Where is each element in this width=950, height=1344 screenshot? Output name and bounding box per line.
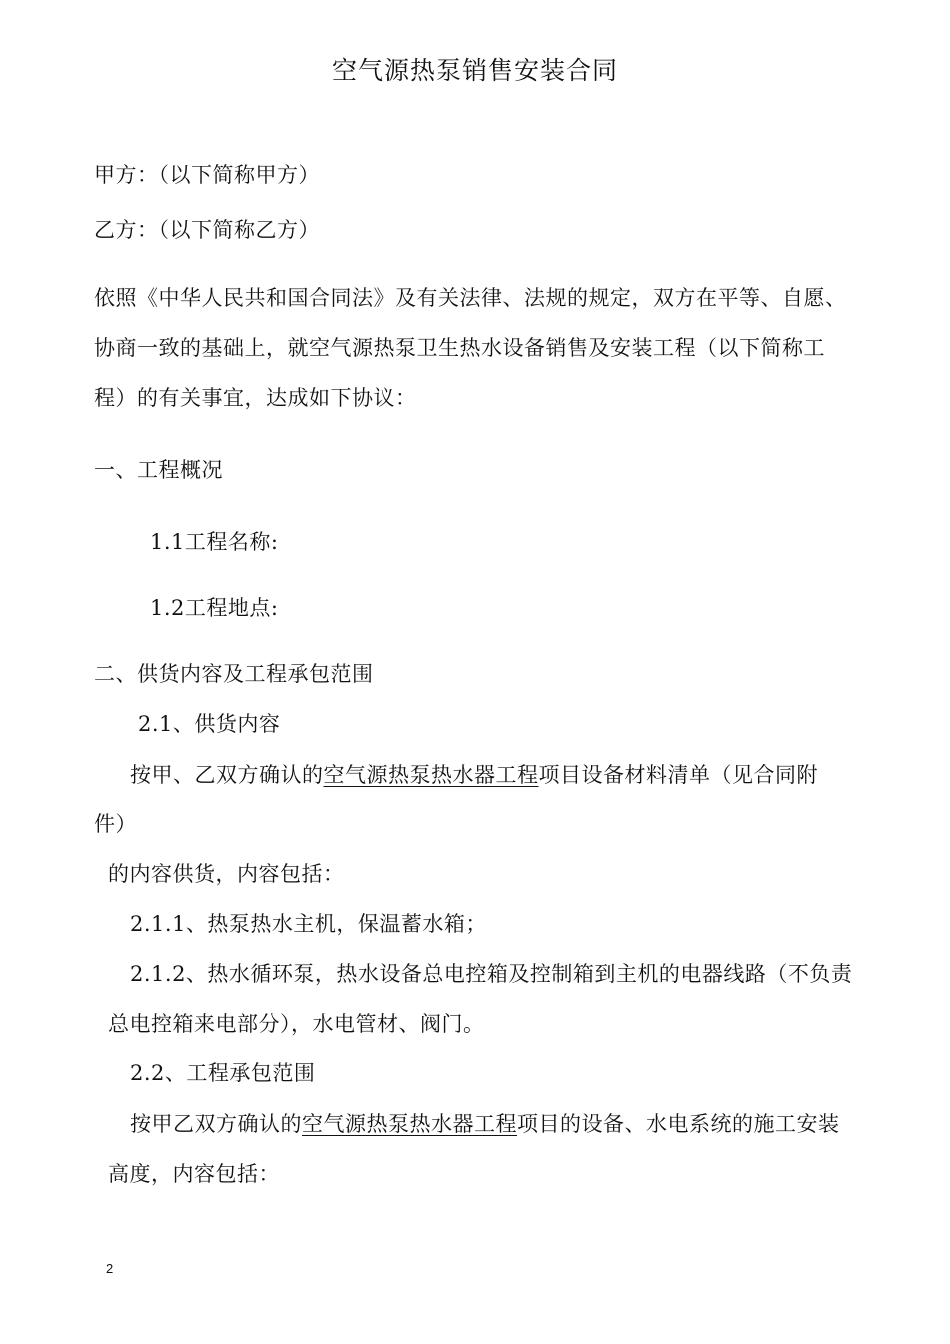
item-2-1-2-line-2: 总电控箱来电部分），水电管材、阀门。 — [108, 1012, 485, 1036]
paragraph-2-1-prefix: 按甲、乙双方确认的 — [130, 763, 324, 787]
item-1-2: 1.2工程地点: — [150, 596, 279, 620]
intro-line-2: 协商一致的基础上，就空气源热泵卫生热水设备销售及安装工程（以下简称工 — [94, 336, 825, 360]
document-title: 空气源热泵销售安装合同 — [331, 56, 618, 85]
paragraph-2-2-prefix: 按甲乙双方确认的 — [130, 1112, 302, 1136]
paragraph-2-1-wrap: 件） — [94, 812, 137, 836]
item-2-1-1: 2.1.1、热泵热水主机，保温蓄水箱； — [130, 912, 487, 936]
item-2-1-2-line-1: 2.1.2、热水循环泵，热水设备总电控箱及控制箱到主机的电器线路（不负责 — [130, 962, 853, 986]
intro-line-1: 依照《中华人民共和国合同法》及有关法律、法规的规定，双方在平等、自愿、 — [94, 286, 847, 310]
project-name-underlined: 空气源热泵热水器工程 — [302, 1112, 517, 1136]
page-number: 2 — [106, 1261, 114, 1276]
paragraph-2-2-suffix: 项目的设备、水电系统的施工安装 — [517, 1112, 840, 1136]
subsection-2-2: 2.2、工程承包范围 — [130, 1061, 316, 1085]
paragraph-2-1-line-1 — [130, 761, 818, 789]
party-b-line: 乙方：（以下简称乙方） — [94, 218, 320, 242]
intro-line-3: 程）的有关事宜，达成如下协议： — [94, 386, 417, 410]
project-name-underlined: 空气源热泵热水器工程 — [323, 763, 539, 787]
party-a-line: 甲方：（以下简称甲方） — [94, 163, 320, 187]
paragraph-2-1-suffix: 项目设备材料清单（见合同附 — [538, 763, 818, 787]
subsection-2-1: 2.1、供货内容 — [138, 712, 281, 736]
section-1-heading: 一、工程概况 — [94, 458, 223, 482]
paragraph-2-1-line-2: 的内容供货，内容包括： — [108, 862, 345, 886]
paragraph-2-2-line-2: 高度，内容包括： — [108, 1162, 280, 1186]
item-1-1: 1.1工程名称: — [150, 530, 279, 554]
section-2-heading: 二、供货内容及工程承包范围 — [94, 662, 374, 686]
paragraph-2-2-line-1 — [130, 1110, 840, 1138]
